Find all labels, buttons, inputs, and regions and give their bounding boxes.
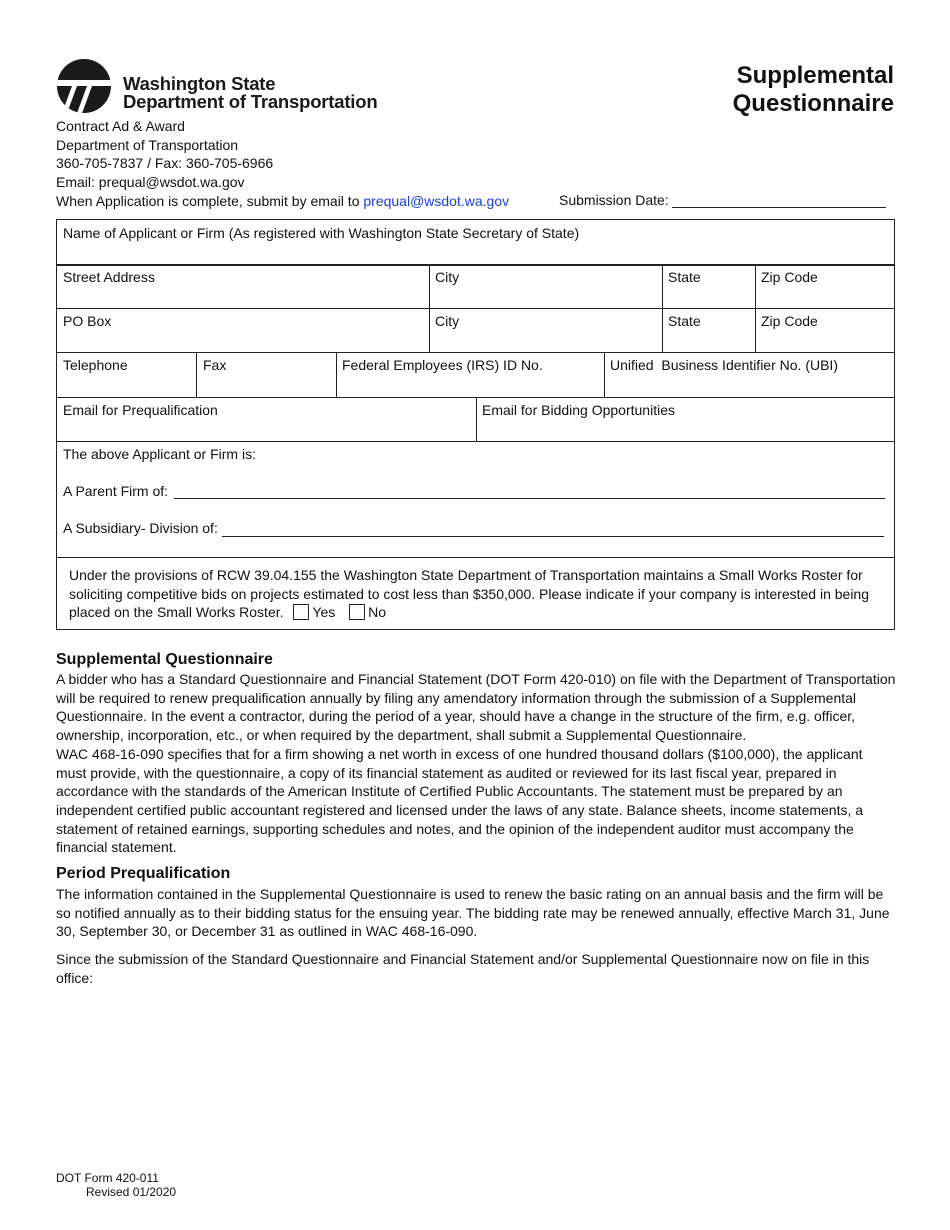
supplemental-paragraph-2: WAC 468-16-090 specifies that for a firm showing a net worth in excess of one hundred thousand dollars ($100,000), the applicant must provide, with the questionnaire, a copy of its financial statement as audited or reviewed for its last fiscal year, prepared in accordance with the standards of the American Institute of Certified Public Accountants. The statement must be prepared by an independent certified public accountant registered and licensed under the laws of any state. Balance sheets, income statements, a statement of retained earnings, supporting schedules and notes, and the opinion of the independent auditor must accompany the financial statement. bbox=[56, 745, 864, 856]
col-divider bbox=[476, 397, 477, 441]
period-paragraph-2: Since the submission of the Standard Questionnaire and Financial Statement and/or Supplemental Questionnaire now on file in this office: bbox=[56, 951, 870, 986]
contact-email: Email: prequal@wsdot.wa.gov bbox=[56, 174, 245, 191]
supplemental-text bbox=[56, 670, 896, 857]
col-divider bbox=[662, 264, 663, 352]
row-divider bbox=[57, 308, 894, 309]
subsidiary-label: A Subsidiary- Division of: bbox=[63, 520, 218, 536]
submission-date-label: Submission Date: bbox=[559, 192, 669, 208]
title-line2: Questionnaire bbox=[732, 90, 894, 117]
form-number: DOT Form 420-011 bbox=[56, 1171, 159, 1185]
supplemental-heading: Supplemental Questionnaire bbox=[56, 651, 273, 668]
po-box-field[interactable]: PO Box bbox=[63, 313, 112, 329]
federal-id-field[interactable]: Federal Employees (IRS) ID No. bbox=[342, 357, 543, 373]
period-paragraph-1: The information contained in the Supplemental Questionnaire is used to renew the basic rating on an annual basis and the firm will be so notified annually as to their bidding status for the ensuing year. The bidding rate may be renewed annually, effective March 31, June 30, September 30, or December 31 as outlined in WAC 468-16-090. bbox=[56, 886, 890, 940]
title-line1: Supplemental bbox=[736, 62, 894, 89]
row-divider bbox=[57, 264, 894, 266]
submit-email-link[interactable]: prequal@wsdot.wa.gov bbox=[363, 192, 510, 209]
agency-line1: Washington State bbox=[123, 73, 276, 94]
email-prequal-field[interactable]: Email for Prequalification bbox=[63, 402, 218, 418]
col-divider bbox=[755, 264, 756, 352]
col-divider bbox=[196, 352, 197, 397]
ubi-field[interactable]: Unified Business Identifier No. (UBI) bbox=[610, 357, 838, 373]
col-divider bbox=[336, 352, 337, 397]
contact-department: Department of Transportation bbox=[56, 136, 239, 153]
applicant-is-label: The above Applicant or Firm is: bbox=[63, 446, 256, 462]
applicant-form bbox=[56, 219, 895, 630]
contact-office: Contract Ad & Award bbox=[56, 118, 185, 134]
submit-text: When Application is complete, submit by email to bbox=[56, 192, 364, 209]
submission-date-field[interactable] bbox=[672, 206, 886, 208]
yes-checkbox[interactable] bbox=[293, 604, 309, 620]
parent-firm-input[interactable] bbox=[174, 498, 885, 499]
fax-field[interactable]: Fax bbox=[203, 357, 227, 373]
applicant-name-field[interactable]: Name of Applicant or Firm (As registered with Washington State Secretary of State) bbox=[63, 225, 580, 241]
po-city-field[interactable]: City bbox=[435, 313, 460, 329]
agency-name bbox=[123, 75, 377, 111]
yes-label: Yes bbox=[312, 604, 336, 621]
row-divider bbox=[57, 441, 894, 442]
page-title bbox=[733, 62, 894, 118]
street-address-field[interactable]: Street Address bbox=[63, 269, 155, 285]
po-state-field[interactable]: State bbox=[668, 313, 701, 329]
revised-date: Revised 01/2020 bbox=[86, 1185, 177, 1199]
submit-instruction bbox=[56, 192, 509, 211]
row-divider bbox=[57, 557, 894, 558]
subsidiary-input[interactable] bbox=[222, 536, 884, 537]
no-checkbox[interactable] bbox=[349, 604, 365, 620]
email-bidding-field[interactable]: Email for Bidding Opportunities bbox=[482, 402, 675, 418]
agency-line2: Department of Transportation bbox=[123, 91, 378, 112]
po-zip-code-field[interactable]: Zip Code bbox=[761, 313, 818, 329]
row-divider bbox=[57, 352, 894, 353]
state-field[interactable]: State bbox=[668, 269, 701, 285]
supplemental-paragraph-1: A bidder who has a Standard Questionnaire and Financial Statement (DOT Form 420-010) on file with the Department of Transportation will be required to renew prequalification annually by filing any amendatory information through the submission of a Supplemental Questionnaire. In the event a contractor, during the period of a year, should have a change in the structure of the firm, e.g. officer, ownership, incorporation, etc., or when required by the department, shall submit a Supplemental Questionnaire. bbox=[56, 671, 896, 744]
small-works-roster bbox=[69, 566, 884, 622]
telephone-field[interactable]: Telephone bbox=[63, 357, 128, 373]
city-field[interactable]: City bbox=[435, 269, 460, 285]
col-divider bbox=[429, 264, 430, 352]
form-footer bbox=[56, 1171, 176, 1199]
no-label: No bbox=[368, 604, 387, 621]
contact-block bbox=[56, 117, 509, 211]
roster-text: Under the provisions of RCW 39.04.155 the Washington State Department of Transportation maintains a Small Works Roster for soliciting competitive bids on projects estimated to cost less than $350,000. Please indicate if your company is interested in being placed on the Small Works Roster. bbox=[69, 567, 869, 621]
zip-code-field[interactable]: Zip Code bbox=[761, 269, 818, 285]
contact-phone-fax: 360-705-7837 / Fax: 360-705-6966 bbox=[56, 155, 274, 172]
parent-firm-label: A Parent Firm of: bbox=[63, 483, 169, 499]
col-divider bbox=[604, 352, 605, 397]
period-heading: Period Prequalification bbox=[56, 865, 231, 882]
